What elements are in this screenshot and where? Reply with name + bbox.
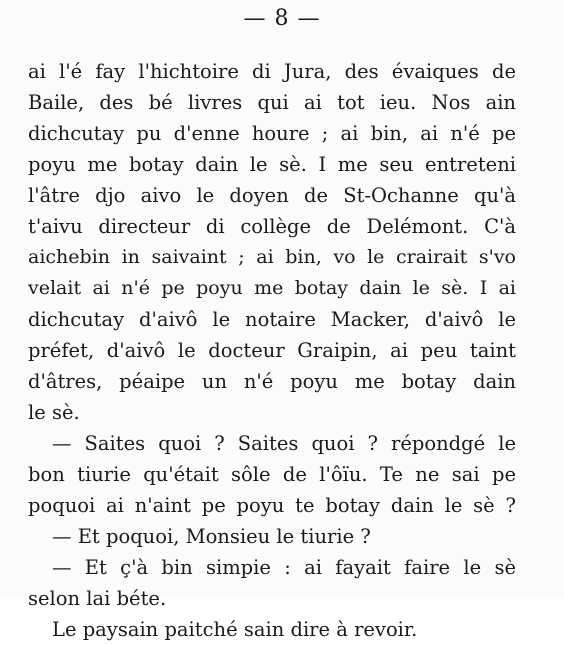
text-line: aichebin in saivaint ; ai bin, vo le crairait s'vo [28, 246, 516, 268]
body-text [28, 56, 516, 645]
text-line: t'aivu directeur di collège de Delémont. C'à [28, 215, 516, 238]
text-line: l'âtre djo aivo le doyen de St-Ochanne qu'à [28, 184, 516, 207]
text-line: — Saites quoi ? Saites quoi ? répondgé le [52, 432, 516, 455]
text-line: Baile, des bé livres qui ai tot ieu. Nos ain [28, 91, 516, 114]
text-line: selon lai béte. [28, 587, 167, 610]
text-line: poyu me botay dain le sè. I me seu entreteni [28, 153, 516, 176]
text-line: dichcutay d'aivô le notaire Macker, d'aivô le [28, 308, 516, 331]
text-line: bon tiurie qu'était sôle de l'ôïu. Te ne sai pe [28, 463, 516, 486]
text-line: — Et ç'à bin simpie : ai fayait faire le sè [52, 556, 516, 579]
text-line: dichcutay pu d'enne houre ; ai bin, ai n'é pe [28, 122, 516, 145]
page-number: — 8 — [243, 6, 321, 31]
text-line: Le paysain paitché sain dire à revoir. [52, 618, 418, 641]
text-line: ai l'é fay l'hichtoire di Jura, des évaiques de [28, 60, 516, 83]
text-line: velait ai n'é pe poyu me botay dain le sè. I ai [28, 277, 516, 299]
text-line: poquoi ai n'aint pe poyu te botay dain le sè ? [28, 494, 516, 517]
text-line: préfet, d'aivô le docteur Graipin, ai peu taint [28, 339, 516, 362]
text-line: — Et poquoi, Monsieu le tiurie ? [52, 525, 371, 548]
text-line: d'âtres, péaipe un n'é poyu me botay dain [28, 370, 516, 393]
text-line: le sè. [28, 401, 80, 424]
